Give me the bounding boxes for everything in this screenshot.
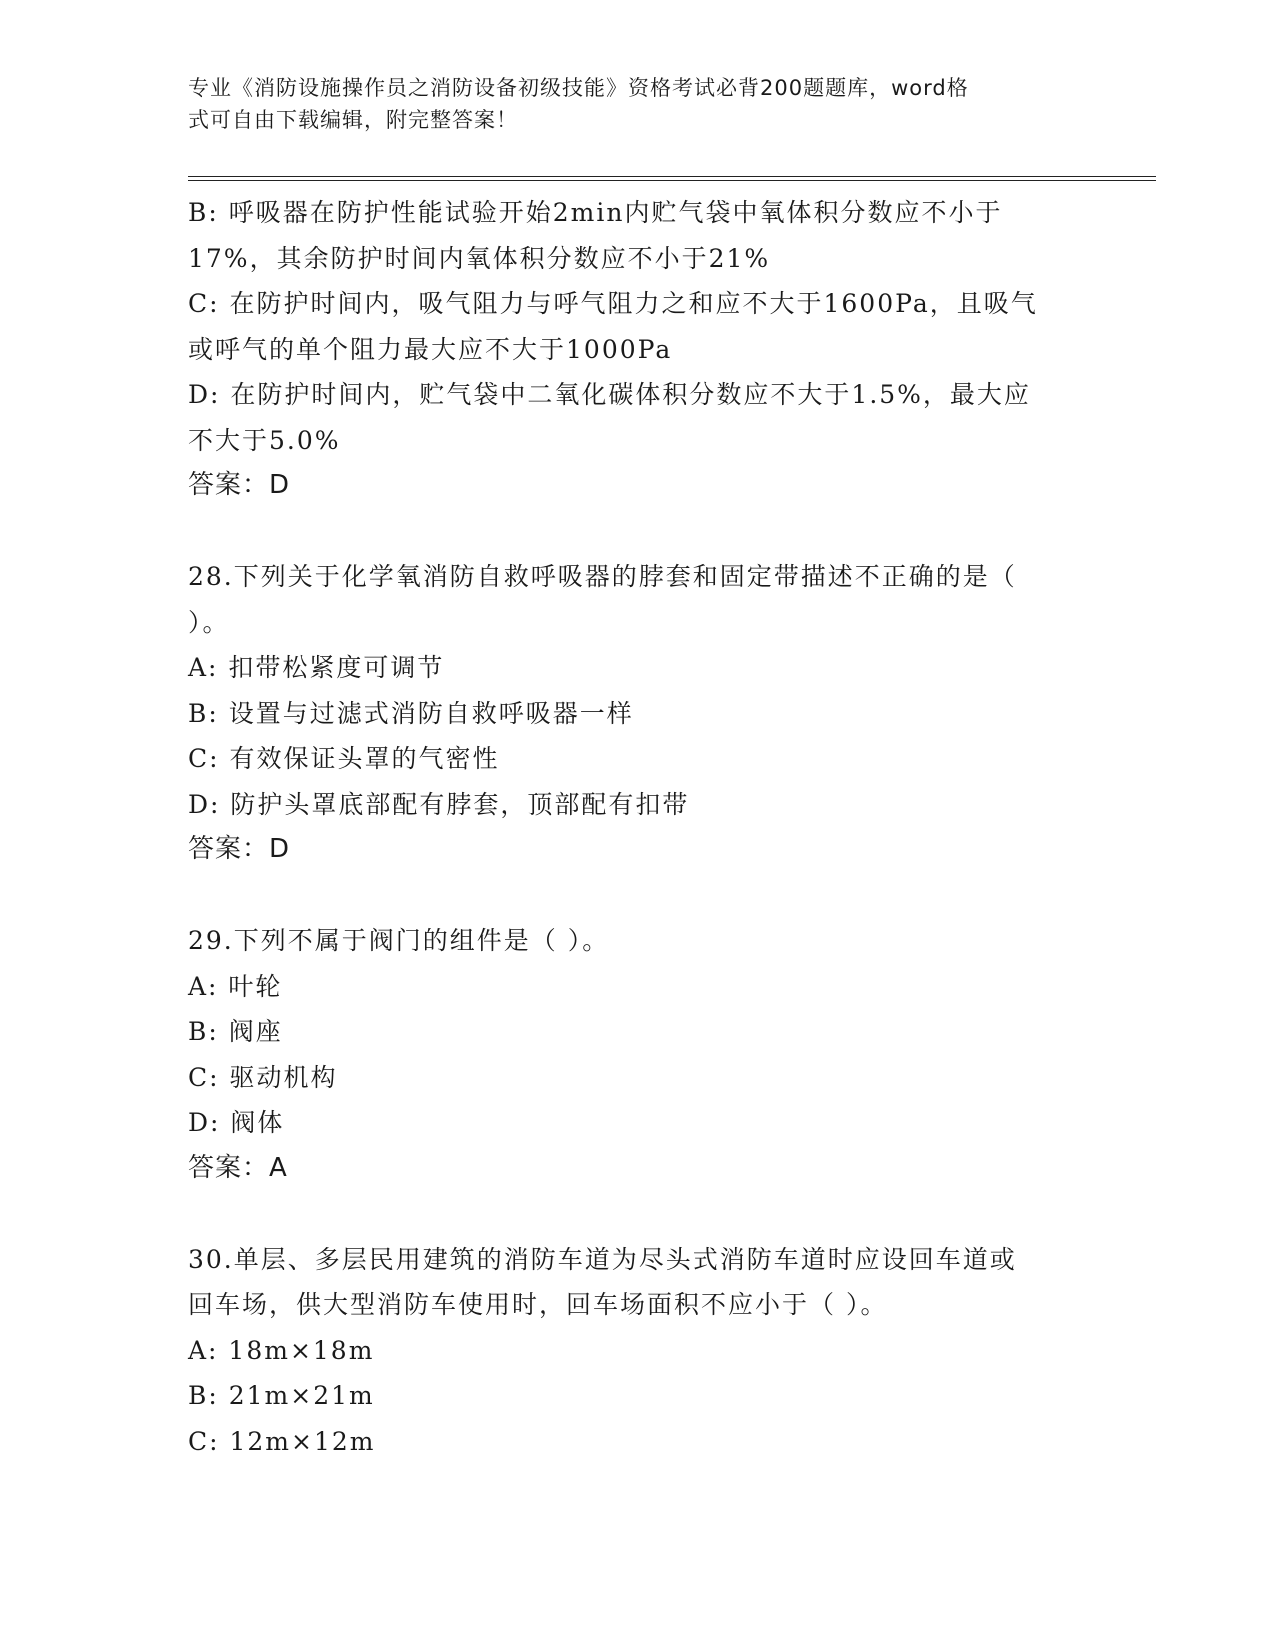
- q28-option-d: D: 防护头罩底部配有脖套，顶部配有扣带: [188, 789, 690, 819]
- q30-option-b: B: 21m×21m: [188, 1381, 375, 1410]
- document-header: [188, 72, 1088, 136]
- question-27-tail: [188, 190, 1088, 509]
- header-double-rule: [188, 176, 1156, 181]
- q30-option-a: A: 18m×18m: [188, 1335, 375, 1365]
- question-29: [188, 918, 1088, 1191]
- q27-answer: 答案：D: [188, 470, 291, 500]
- q29-option-c: C: 驱动机构: [188, 1062, 338, 1092]
- q29-option-b: B: 阀座: [188, 1017, 283, 1046]
- q27-option-b-line-2: 17%，其余防护时间内氧体积分数应不小于21%: [188, 243, 771, 273]
- q27-option-d-line-1: D: 在防护时间内，贮气袋中二氧化碳体积分数应不大于1.5%，最大应: [188, 380, 1031, 409]
- q29-option-a: A: 叶轮: [188, 971, 283, 1001]
- q28-option-b: B: 设置与过滤式消防自救呼吸器一样: [188, 698, 634, 728]
- q28-question-line-1: 28.下列关于化学氧消防自救呼吸器的脖套和固定带描述不正确的是（: [188, 562, 1017, 591]
- spacer: [188, 873, 1088, 919]
- q28-option-a: A: 扣带松紧度可调节: [188, 653, 445, 682]
- q29-option-d: D: 阀体: [188, 1108, 285, 1137]
- q27-option-c-line-1: C: 在防护时间内，吸气阻力与呼气阻力之和应不大于1600Pa，且吸气: [188, 289, 1038, 318]
- q29-answer: 答案：A: [188, 1152, 288, 1183]
- q28-option-c: C: 有效保证头罩的气密性: [188, 744, 500, 773]
- q27-option-b-line-1: B: 呼吸器在防护性能试验开始2min内贮气袋中氧体积分数应不小于: [188, 198, 1003, 227]
- q30-option-c: C: 12m×12m: [188, 1426, 376, 1456]
- document-body: [188, 190, 1088, 1464]
- spacer: [188, 509, 1088, 555]
- spacer: [188, 1191, 1088, 1237]
- q30-question-line-1: 30.单层、多层民用建筑的消防车道为尽头式消防车道时应设回车道或: [188, 1244, 1017, 1274]
- q27-option-c-line-2: 或呼气的单个阻力最大应不大于1000Pa: [188, 334, 673, 364]
- q29-question: 29.下列不属于阀门的组件是（ ）。: [188, 926, 610, 955]
- question-28: [188, 554, 1088, 873]
- q27-option-d-line-2: 不大于5.0%: [188, 425, 341, 455]
- header-line-2: 式可自由下载编辑，附完整答案！: [188, 108, 518, 132]
- question-30: [188, 1237, 1088, 1465]
- header-line-1: 专业《消防设施操作员之消防设备初级技能》资格考试必背200题题库，word格: [188, 76, 969, 100]
- q28-answer: 答案：D: [188, 834, 291, 864]
- q30-question-line-2: 回车场，供大型消防车使用时，回车场面积不应小于（ ）。: [188, 1290, 888, 1319]
- q28-question-line-2: ）。: [188, 607, 230, 637]
